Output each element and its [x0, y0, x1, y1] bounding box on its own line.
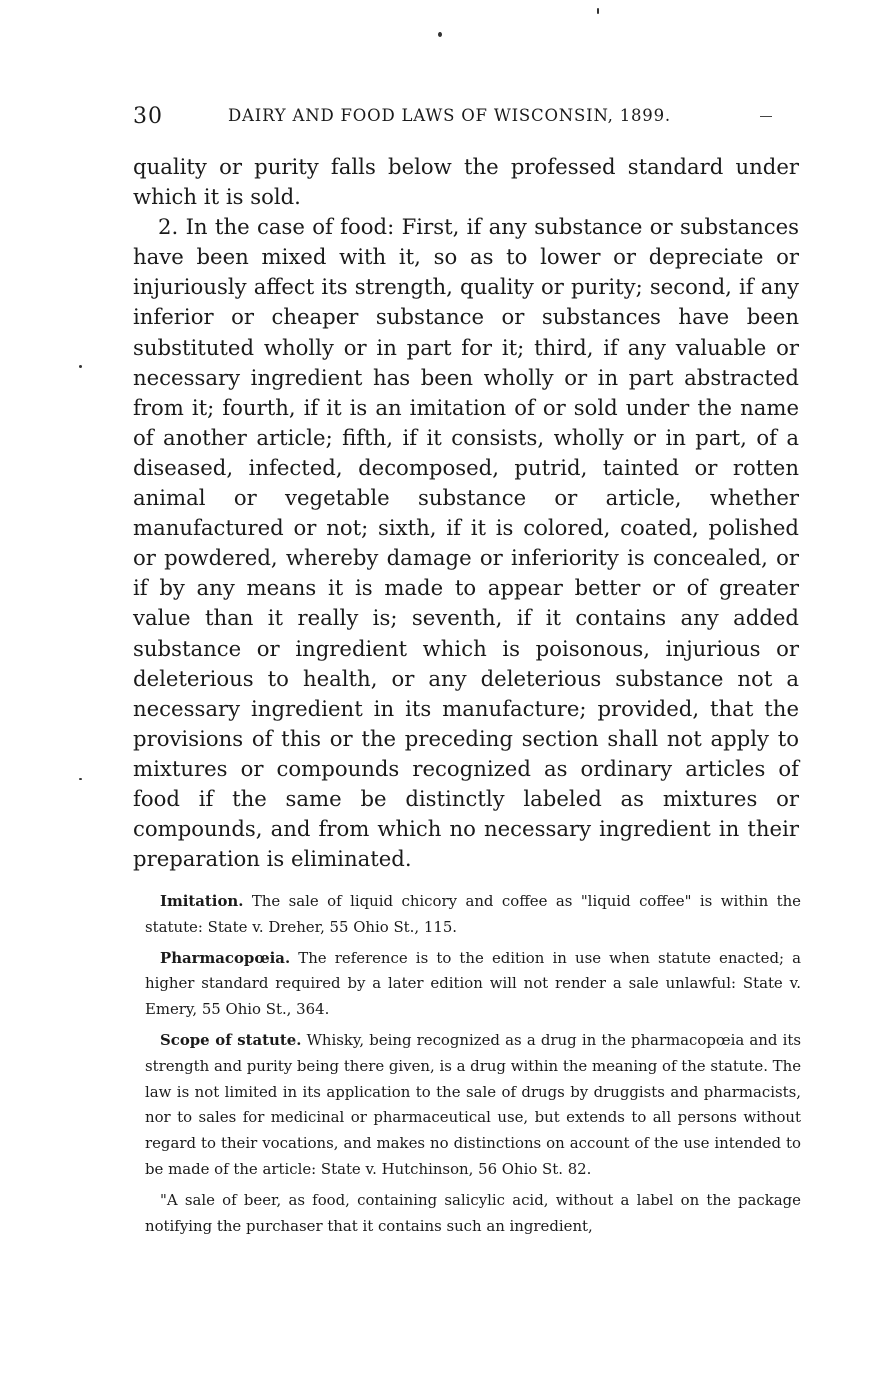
note-beer-salicylic: [145, 1188, 801, 1240]
note-heading: Pharmacopœia.: [160, 948, 291, 967]
note-text: Whisky, being recognized as a drug in the pharmacopœia and its strength and purity being there given, is a drug within the meaning of the statute. The law is not limited in its application to the sale of drugs by druggists and pharmacists, nor to sales for medicinal or pharmaceutical use, but extends to all persons without regard to their vocations, and makes no distinctions on account of the use intended to be made of the article: State v. Hutchinson, 56 Ohio St. 82.: [145, 1030, 802, 1178]
note-pharmacopoeia: [145, 946, 801, 1023]
note-heading: Scope of statute.: [160, 1030, 302, 1049]
scan-speck: [597, 8, 599, 14]
page-header: [133, 100, 803, 130]
note-text: The reference is to the edition in use when statute enacted; a higher standard required by a later edition will not render a sale unlawful: State v. Emery, 55 Ohio St., 364.: [145, 948, 802, 1019]
paragraph-food-adulteration: 2. In the case of food: First, if any substance or substances have been mixed with it, so as to lower or depreciate or injuriously affect its strength, quality or purity; second, if any inferior or cheaper substance or substances have been substituted wholly or in part for it; third, if any valuable or necessary ingredient has been wholly or in part abstracted from it; fourth, if it is an imitation of or sold under the name of another article; fifth, if it consists, wholly or in part, of a diseased, infected, decomposed, putrid, tainted or rotten animal or vegetable substance or article, whether manufactured or not; sixth, if it is colored, coated, polished or powdered, whereby damage or inferiority is concealed, or if by any means it is made to appear better or of greater value than it really is; seventh, if it contains any added substance or ingredient which is poisonous, injurious or deleterious to health, or any deleterious substance not a necessary ingredient in its manufacture; provided, that the provisions of this or the preceding section shall not apply to mixtures or compounds recognized as ordinary articles of food if the same be distinctly labeled as mixtures or compounds, and from which no necessary ingredient in their preparation is eliminated.: [133, 214, 799, 872]
scan-speck: [79, 365, 82, 368]
statute-text: [133, 152, 799, 874]
note-text: "A sale of beer, as food, containing salicylic acid, without a label on the package notifying the purchaser that it contains such an ingredient,: [145, 1190, 801, 1235]
note-imitation: [145, 889, 801, 941]
note-scope-of-statute: [145, 1028, 801, 1183]
header-dash: [760, 116, 772, 117]
running-title: DAIRY AND FOOD LAWS OF WISCONSIN, 1899.: [228, 106, 671, 125]
annotation-notes: [145, 889, 801, 1244]
scan-speck: [79, 778, 82, 780]
paragraph-continuation: quality or purity falls below the professed standard under which it is sold.: [133, 154, 799, 210]
note-text: The sale of liquid chicory and coffee as "liquid coffee" is within the statute: State v. Dreher, 55 Ohio St., 115.: [145, 892, 801, 936]
note-heading: Imitation.: [160, 892, 244, 910]
page-number: 30: [133, 104, 163, 129]
scan-speck: [438, 32, 442, 37]
